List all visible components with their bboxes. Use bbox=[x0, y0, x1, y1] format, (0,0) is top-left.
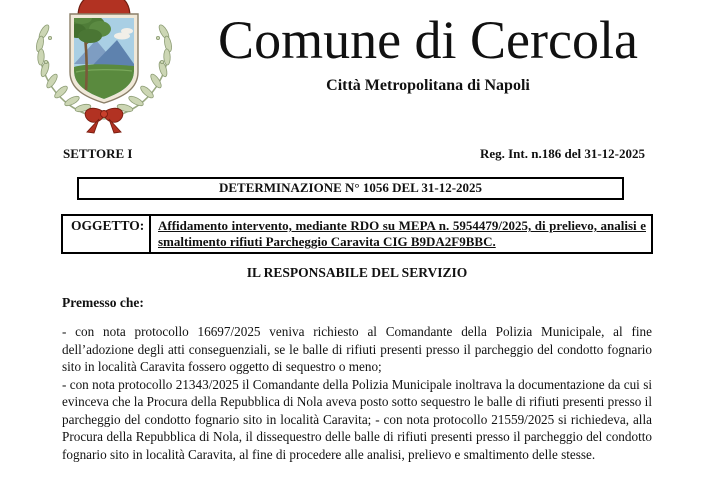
meta-row bbox=[63, 146, 645, 162]
registry-label: Reg. Int. n.186 del 31-12-2025 bbox=[479, 146, 645, 161]
determination-title: DETERMINAZIONE N° 1056 DEL 31-12-2025 bbox=[218, 180, 483, 195]
body-text bbox=[62, 323, 652, 463]
premise-heading: Premesso che: bbox=[62, 295, 144, 310]
subject-label: OGGETTO: bbox=[63, 216, 151, 252]
sector-label: SETTORE I bbox=[63, 146, 133, 161]
page-subtitle: Città Metropolitana di Napoli bbox=[326, 77, 530, 94]
determination-box bbox=[77, 177, 624, 200]
letterhead bbox=[196, 12, 660, 95]
shield-icon bbox=[68, 12, 138, 103]
subject-text: Affidamento intervento, mediante RDO su MEPA n. 5954479/2025, di prelievo, analisi e smaltimento rifiuti Parcheggio Caravita CIG B9DA2F9BBC. bbox=[158, 218, 646, 249]
page-title: Comune di Cercola bbox=[218, 10, 638, 70]
subject-box bbox=[61, 214, 653, 254]
role-heading: IL RESPONSABILE DEL SERVIZIO bbox=[246, 265, 468, 280]
body-paragraph: - con nota protocollo 21343/2025 il Comandante della Polizia Municipale inoltrava la documentazione da cui si evinceva che la Procura della Repubblica di Nola aveva posto sotto sequestro le balle di rifiuti presenti presso il parcheggio del condotto fognario sito in località Caravita; - con nota protocollo 21559/2025 si richiedeva, alla Procura della Repubblica di Nola, il dissequestro delle balle di rifiuti presenti presso il parcheggio del condotto fognario sito in località Caravita, al fine di procedere alle analisi, prelievo e smaltimento delle stesse. bbox=[62, 376, 652, 462]
cercola-coat-of-arms-icon bbox=[30, 0, 178, 136]
body-paragraph: - con nota protocollo 16697/2025 veniva richiesto al Comandante della Polizia Municipale, al fine dell’adozione degli atti conseguenziali, se le balle di rifiuti presenti presso il parcheggio del condotto fognario sito in località Caravita fossero oggetto di sequestro o meno; bbox=[62, 324, 652, 374]
ribbon-bow-icon bbox=[85, 108, 123, 133]
